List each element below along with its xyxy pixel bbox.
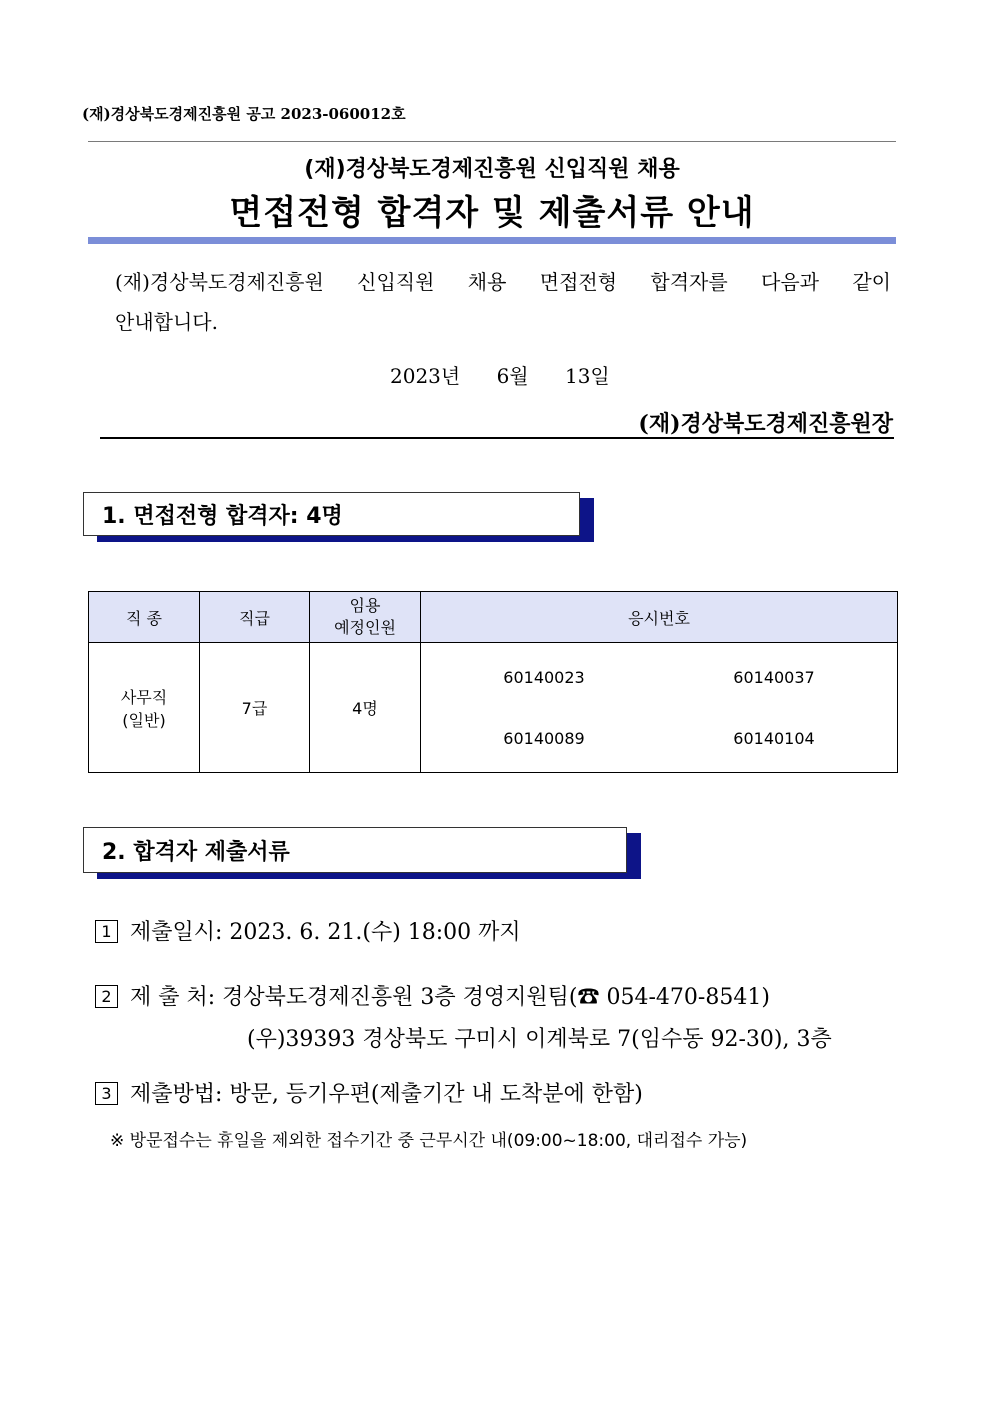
job-type-line1: 사무직 [120,687,168,707]
item-number-box: 2 [95,985,118,1008]
cell-grade: 7급 [200,643,310,773]
header-planned-count [310,592,421,643]
issuer-rule [100,437,894,439]
submission-method [95,1077,643,1108]
cell-exam-numbers [421,643,898,773]
item-text: 제 출 처: 경상북도경제진흥원 3층 경영지원팀( [130,985,578,1010]
item-number-box: 3 [95,1082,118,1105]
issuer-name: (재)경상북도경제진흥원장 [638,411,893,437]
cell-count: 4명 [310,643,421,773]
cell-job-type [89,643,200,773]
intro-word: 합격자를 [650,270,728,294]
notice-number: (재)경상북도경제진흥원 공고 2023-060012호 [82,105,406,123]
intro-paragraph [115,262,891,342]
main-title: 면접전형 합격자 및 제출서류 안내 [229,193,755,233]
exam-number: 60140104 [733,728,815,748]
submission-address: (우)39393 경상북도 구미시 이계북로 7(임수동 92-30), 3층 [247,1027,832,1052]
submission-deadline [95,915,521,946]
date-year: 2023년 [390,364,461,388]
intro-word: (재)경상북도경제진흥원 [115,270,324,294]
exam-number: 60140023 [503,667,585,687]
header-job-type: 직 종 [89,592,200,643]
phone-icon: ☎ [577,985,600,1010]
header-planned-line2: 예정인원 [334,618,396,637]
date-month: 6월 [496,364,529,388]
submission-place [95,980,770,1011]
intro-line-2: 안내합니다. [115,310,218,334]
exam-number: 60140037 [733,667,815,687]
intro-line-1 [115,262,891,302]
section-1-title: 1. 면접전형 합격자: 4명 [83,492,580,536]
header-planned-line1: 임용 [349,596,381,615]
intro-word: 같이 [852,270,891,294]
title-top-rule [88,141,896,142]
section-2-title: 2. 합격자 제출서류 [83,827,627,873]
intro-word: 신입직원 [357,270,435,294]
item-number-box: 1 [95,920,118,943]
intro-word: 다음과 [761,270,819,294]
header-exam-numbers: 응시번호 [421,592,898,643]
phone-number: 054-470-8541) [599,985,770,1010]
title-bottom-bar [88,237,896,244]
exam-number: 60140089 [503,728,585,748]
date-day: 13일 [564,364,610,388]
notice-date [390,360,640,389]
header-grade: 직급 [200,592,310,643]
item-text: 제출일시: 2023. 6. 21.(수) 18:00 까지 [130,920,521,945]
table-header-row [89,592,898,643]
subtitle: (재)경상북도경제진흥원 신입직원 채용 [304,157,680,182]
result-table [88,591,898,773]
table-row [89,643,898,773]
item-text: 제출방법: 방문, 등기우편(제출기간 내 도착분에 한함) [130,1082,643,1107]
note-text: ※ 방문접수는 휴일을 제외한 접수기간 중 근무시간 내(09:00~18:00, 대리접수 가능) [110,1131,748,1151]
job-type-line2: (일반) [122,710,166,730]
intro-word: 면접전형 [539,270,618,294]
intro-word: 채용 [467,270,507,294]
